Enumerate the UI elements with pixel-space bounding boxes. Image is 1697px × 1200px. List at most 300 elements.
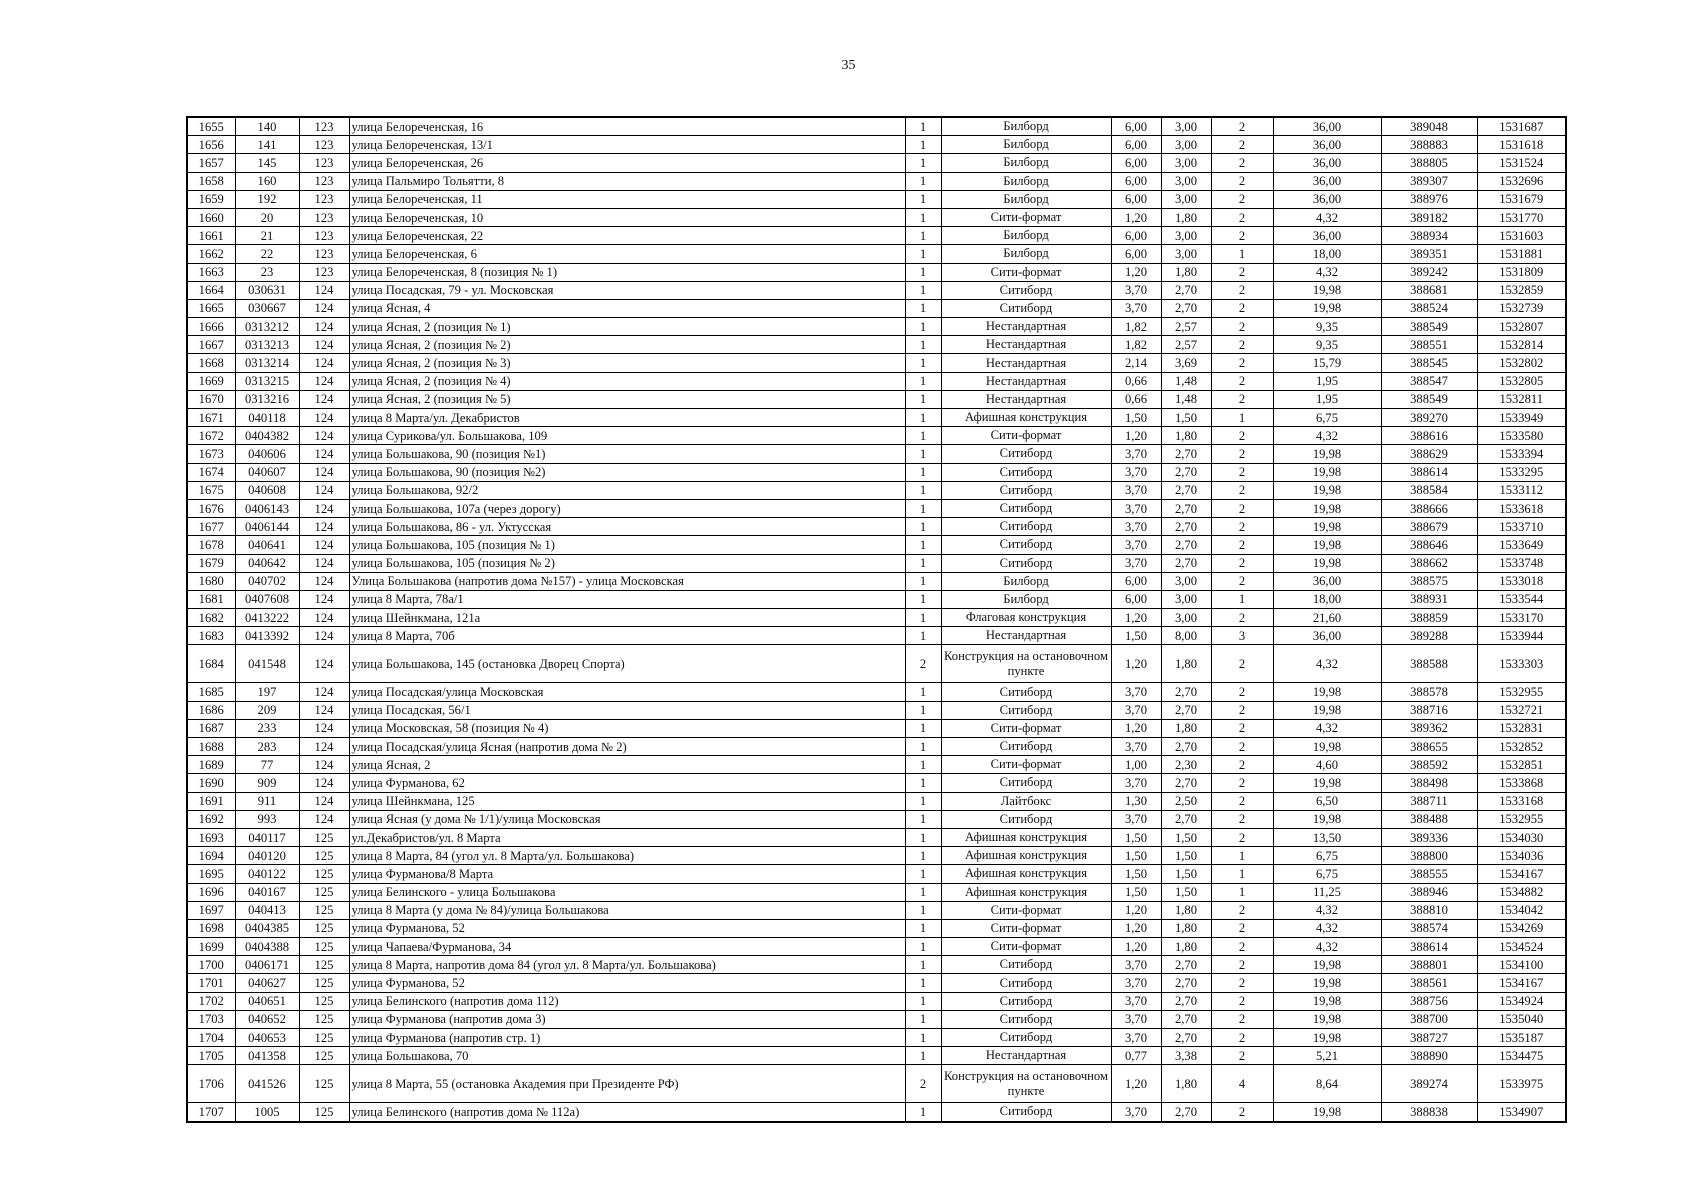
cell-address: улица Белинского (напротив дома 112)	[349, 992, 905, 1010]
cell-structure-type: Ситиборд	[941, 463, 1111, 481]
cell-structure-code: 0413222	[235, 609, 299, 627]
cell-coord-y: 1534882	[1477, 883, 1566, 901]
cell-area: 8,64	[1273, 1065, 1381, 1103]
cell-coord-x: 388549	[1381, 390, 1477, 408]
cell-district-code: 124	[299, 390, 349, 408]
table-row	[187, 701, 1566, 719]
cell-structure-type: Билборд	[941, 590, 1111, 608]
cell-sides-count: 2	[1211, 828, 1273, 846]
cell-structure-type: Сити-формат	[941, 719, 1111, 737]
cell-sides-type: 1	[905, 919, 941, 937]
cell-structure-code: 141	[235, 136, 299, 154]
cell-address: улица Шейнкмана, 125	[349, 792, 905, 810]
cell-width: 3,70	[1111, 463, 1161, 481]
cell-width: 3,70	[1111, 554, 1161, 572]
cell-structure-code: 1005	[235, 1103, 299, 1122]
cell-area: 19,98	[1273, 445, 1381, 463]
cell-sides-type: 1	[905, 774, 941, 792]
cell-coord-y: 1532807	[1477, 318, 1566, 336]
cell-structure-type: Ситиборд	[941, 518, 1111, 536]
cell-address: улица Большакова, 86 - ул. Уктусская	[349, 518, 905, 536]
cell-structure-code: 041526	[235, 1065, 299, 1103]
cell-sides-count: 2	[1211, 117, 1273, 136]
cell-coord-x: 388711	[1381, 792, 1477, 810]
cell-sides-count: 2	[1211, 390, 1273, 408]
cell-sides-type: 1	[905, 299, 941, 317]
cell-structure-type: Ситиборд	[941, 481, 1111, 499]
cell-row-number: 1692	[187, 810, 235, 828]
cell-structure-type: Нестандартная	[941, 390, 1111, 408]
cell-width: 6,00	[1111, 117, 1161, 136]
table-row	[187, 208, 1566, 226]
cell-row-number: 1701	[187, 974, 235, 992]
cell-address: ул.Декабристов/ул. 8 Марта	[349, 828, 905, 846]
cell-coord-y: 1532859	[1477, 281, 1566, 299]
cell-sides-count: 2	[1211, 299, 1273, 317]
cell-sides-count: 2	[1211, 372, 1273, 390]
cell-coord-x: 388575	[1381, 572, 1477, 590]
cell-sides-type: 1	[905, 172, 941, 190]
cell-structure-code: 21	[235, 227, 299, 245]
cell-height: 1,80	[1161, 938, 1211, 956]
cell-sides-type: 1	[905, 245, 941, 263]
cell-sides-count: 2	[1211, 645, 1273, 683]
cell-row-number: 1699	[187, 938, 235, 956]
cell-address: улица Ясная, 2 (позиция № 4)	[349, 372, 905, 390]
cell-row-number: 1681	[187, 590, 235, 608]
cell-address: улица Ясная, 4	[349, 299, 905, 317]
cell-district-code: 125	[299, 865, 349, 883]
cell-structure-code: 0313213	[235, 336, 299, 354]
cell-sides-type: 1	[905, 756, 941, 774]
cell-sides-count: 2	[1211, 992, 1273, 1010]
cell-sides-count: 2	[1211, 938, 1273, 956]
cell-structure-type: Билборд	[941, 245, 1111, 263]
cell-district-code: 124	[299, 554, 349, 572]
cell-structure-code: 0404385	[235, 919, 299, 937]
table-row	[187, 1065, 1566, 1103]
cell-district-code: 125	[299, 883, 349, 901]
cell-sides-type: 1	[905, 938, 941, 956]
cell-address: улица Большакова, 70	[349, 1047, 905, 1065]
cell-row-number: 1675	[187, 481, 235, 499]
cell-structure-type: Нестандартная	[941, 1047, 1111, 1065]
cell-structure-type: Ситиборд	[941, 1010, 1111, 1028]
cell-coord-y: 1534269	[1477, 919, 1566, 937]
cell-district-code: 124	[299, 463, 349, 481]
cell-width: 1,50	[1111, 883, 1161, 901]
cell-sides-type: 1	[905, 190, 941, 208]
cell-structure-code: 040607	[235, 463, 299, 481]
cell-coord-y: 1534030	[1477, 828, 1566, 846]
cell-structure-code: 040120	[235, 847, 299, 865]
cell-address: Улица Большакова (напротив дома №157) - улица Московская	[349, 572, 905, 590]
table-row	[187, 683, 1566, 701]
cell-coord-y: 1532851	[1477, 756, 1566, 774]
table-row	[187, 883, 1566, 901]
cell-district-code: 124	[299, 354, 349, 372]
cell-address: улица 8 Марта/ул. Декабристов	[349, 409, 905, 427]
cell-row-number: 1696	[187, 883, 235, 901]
cell-area: 19,98	[1273, 463, 1381, 481]
cell-address: улица Ясная, 2	[349, 756, 905, 774]
cell-structure-code: 0313212	[235, 318, 299, 336]
cell-address: улица Посадская/улица Московская	[349, 683, 905, 701]
table-row	[187, 554, 1566, 572]
cell-row-number: 1672	[187, 427, 235, 445]
cell-coord-y: 1533303	[1477, 645, 1566, 683]
cell-width: 3,70	[1111, 701, 1161, 719]
cell-district-code: 123	[299, 172, 349, 190]
table-row	[187, 354, 1566, 372]
cell-coord-y: 1533580	[1477, 427, 1566, 445]
cell-coord-y: 1533112	[1477, 481, 1566, 499]
cell-district-code: 125	[299, 938, 349, 956]
cell-district-code: 124	[299, 427, 349, 445]
cell-height: 2,70	[1161, 445, 1211, 463]
cell-district-code: 125	[299, 847, 349, 865]
cell-sides-count: 2	[1211, 1047, 1273, 1065]
cell-area: 5,21	[1273, 1047, 1381, 1065]
cell-area: 19,98	[1273, 701, 1381, 719]
cell-width: 3,70	[1111, 499, 1161, 517]
cell-area: 36,00	[1273, 117, 1381, 136]
table-row	[187, 645, 1566, 683]
cell-coord-y: 1533975	[1477, 1065, 1566, 1103]
cell-sides-count: 1	[1211, 865, 1273, 883]
cell-address: улица Фурманова (напротив дома 3)	[349, 1010, 905, 1028]
cell-coord-y: 1532739	[1477, 299, 1566, 317]
advertising-structures-table	[186, 116, 1567, 1123]
cell-width: 1,30	[1111, 792, 1161, 810]
cell-row-number: 1664	[187, 281, 235, 299]
cell-area: 19,98	[1273, 1029, 1381, 1047]
table-row	[187, 1029, 1566, 1047]
cell-address: улица Ясная (у дома № 1/1)/улица Московская	[349, 810, 905, 828]
cell-sides-count: 2	[1211, 427, 1273, 445]
cell-coord-y: 1531809	[1477, 263, 1566, 281]
cell-district-code: 123	[299, 245, 349, 263]
cell-coord-x: 388931	[1381, 590, 1477, 608]
cell-structure-type: Конструкция на остановочном пункте	[941, 1065, 1111, 1103]
cell-address: улица Пальмиро Тольятти, 8	[349, 172, 905, 190]
cell-height: 2,70	[1161, 518, 1211, 536]
cell-district-code: 124	[299, 499, 349, 517]
cell-structure-code: 0413392	[235, 627, 299, 645]
cell-area: 19,98	[1273, 299, 1381, 317]
cell-structure-type: Афишная конструкция	[941, 828, 1111, 846]
cell-structure-type: Нестандартная	[941, 354, 1111, 372]
cell-district-code: 125	[299, 1103, 349, 1122]
table-row	[187, 372, 1566, 390]
cell-structure-type: Билборд	[941, 572, 1111, 590]
cell-height: 2,70	[1161, 810, 1211, 828]
cell-sides-count: 2	[1211, 445, 1273, 463]
table-row	[187, 499, 1566, 517]
cell-row-number: 1668	[187, 354, 235, 372]
cell-structure-code: 040606	[235, 445, 299, 463]
cell-coord-x: 388629	[1381, 445, 1477, 463]
cell-height: 3,00	[1161, 609, 1211, 627]
cell-row-number: 1662	[187, 245, 235, 263]
cell-coord-y: 1533018	[1477, 572, 1566, 590]
cell-coord-x: 388588	[1381, 645, 1477, 683]
cell-area: 4,32	[1273, 208, 1381, 226]
cell-area: 19,98	[1273, 281, 1381, 299]
cell-sides-count: 2	[1211, 463, 1273, 481]
cell-sides-count: 1	[1211, 245, 1273, 263]
table-row	[187, 154, 1566, 172]
cell-structure-type: Ситиборд	[941, 299, 1111, 317]
cell-address: улица Белореченская, 10	[349, 208, 905, 226]
cell-structure-type: Флаговая конструкция	[941, 609, 1111, 627]
cell-structure-type: Ситиборд	[941, 701, 1111, 719]
cell-sides-type: 1	[905, 281, 941, 299]
cell-sides-type: 1	[905, 336, 941, 354]
cell-area: 19,98	[1273, 499, 1381, 517]
cell-area: 4,60	[1273, 756, 1381, 774]
cell-address: улица Ясная, 2 (позиция № 1)	[349, 318, 905, 336]
cell-structure-code: 993	[235, 810, 299, 828]
cell-address: улица Белореченская, 26	[349, 154, 905, 172]
cell-row-number: 1666	[187, 318, 235, 336]
cell-area: 19,98	[1273, 810, 1381, 828]
cell-sides-type: 1	[905, 1010, 941, 1028]
table-row	[187, 572, 1566, 590]
cell-address: улица Белореченская, 22	[349, 227, 905, 245]
cell-area: 9,35	[1273, 336, 1381, 354]
cell-coord-y: 1533649	[1477, 536, 1566, 554]
cell-sides-type: 1	[905, 719, 941, 737]
cell-structure-code: 77	[235, 756, 299, 774]
cell-address: улица Белореченская, 6	[349, 245, 905, 263]
cell-width: 6,00	[1111, 136, 1161, 154]
cell-district-code: 124	[299, 701, 349, 719]
cell-area: 19,98	[1273, 481, 1381, 499]
cell-structure-code: 0404388	[235, 938, 299, 956]
cell-sides-type: 1	[905, 683, 941, 701]
cell-sides-type: 1	[905, 481, 941, 499]
cell-structure-type: Ситиборд	[941, 774, 1111, 792]
cell-district-code: 124	[299, 445, 349, 463]
cell-height: 2,70	[1161, 1029, 1211, 1047]
cell-sides-type: 1	[905, 627, 941, 645]
cell-height: 1,80	[1161, 208, 1211, 226]
cell-width: 3,70	[1111, 518, 1161, 536]
cell-address: улица Ясная, 2 (позиция № 2)	[349, 336, 905, 354]
cell-width: 1,82	[1111, 318, 1161, 336]
cell-sides-type: 1	[905, 154, 941, 172]
cell-address: улица Большакова, 90 (позиция №1)	[349, 445, 905, 463]
cell-row-number: 1702	[187, 992, 235, 1010]
cell-structure-code: 040651	[235, 992, 299, 1010]
cell-structure-code: 0313214	[235, 354, 299, 372]
cell-structure-code: 0313216	[235, 390, 299, 408]
cell-structure-code: 160	[235, 172, 299, 190]
cell-width: 1,20	[1111, 645, 1161, 683]
cell-row-number: 1705	[187, 1047, 235, 1065]
table-body	[187, 117, 1566, 1122]
cell-structure-code: 040652	[235, 1010, 299, 1028]
cell-coord-x: 389274	[1381, 1065, 1477, 1103]
cell-district-code: 124	[299, 810, 349, 828]
cell-row-number: 1697	[187, 901, 235, 919]
cell-structure-code: 23	[235, 263, 299, 281]
cell-sides-count: 1	[1211, 409, 1273, 427]
cell-height: 2,70	[1161, 738, 1211, 756]
cell-width: 3,70	[1111, 1029, 1161, 1047]
cell-sides-type: 2	[905, 1065, 941, 1103]
cell-width: 1,20	[1111, 901, 1161, 919]
cell-coord-y: 1532955	[1477, 810, 1566, 828]
cell-width: 3,70	[1111, 738, 1161, 756]
cell-height: 3,00	[1161, 245, 1211, 263]
cell-structure-code: 030667	[235, 299, 299, 317]
cell-height: 2,70	[1161, 1010, 1211, 1028]
table-row	[187, 919, 1566, 937]
cell-address: улица Большакова, 145 (остановка Дворец Спорта)	[349, 645, 905, 683]
cell-structure-code: 0406143	[235, 499, 299, 517]
cell-address: улица Белинского (напротив дома № 112а)	[349, 1103, 905, 1122]
cell-district-code: 124	[299, 590, 349, 608]
cell-structure-code: 0406171	[235, 956, 299, 974]
cell-row-number: 1688	[187, 738, 235, 756]
table-row	[187, 299, 1566, 317]
cell-district-code: 124	[299, 536, 349, 554]
cell-sides-type: 1	[905, 518, 941, 536]
cell-structure-type: Нестандартная	[941, 336, 1111, 354]
cell-height: 8,00	[1161, 627, 1211, 645]
cell-address: улица Фурманова, 52	[349, 974, 905, 992]
cell-coord-y: 1533544	[1477, 590, 1566, 608]
cell-sides-count: 2	[1211, 609, 1273, 627]
cell-coord-y: 1535187	[1477, 1029, 1566, 1047]
cell-height: 2,70	[1161, 683, 1211, 701]
cell-sides-type: 1	[905, 227, 941, 245]
cell-sides-type: 1	[905, 1103, 941, 1122]
cell-sides-type: 1	[905, 409, 941, 427]
cell-sides-type: 2	[905, 645, 941, 683]
cell-row-number: 1671	[187, 409, 235, 427]
cell-sides-type: 1	[905, 738, 941, 756]
cell-area: 1,95	[1273, 390, 1381, 408]
cell-sides-type: 1	[905, 992, 941, 1010]
cell-address: улица 8 Марта, 70б	[349, 627, 905, 645]
cell-height: 1,50	[1161, 409, 1211, 427]
cell-structure-code: 0404382	[235, 427, 299, 445]
cell-height: 1,80	[1161, 645, 1211, 683]
cell-structure-type: Ситиборд	[941, 445, 1111, 463]
cell-area: 4,32	[1273, 427, 1381, 445]
cell-sides-count: 2	[1211, 190, 1273, 208]
table-row	[187, 719, 1566, 737]
cell-height: 2,57	[1161, 336, 1211, 354]
cell-area: 4,32	[1273, 263, 1381, 281]
cell-address: улица Большакова, 107а (через дорогу)	[349, 499, 905, 517]
cell-sides-count: 2	[1211, 336, 1273, 354]
cell-row-number: 1698	[187, 919, 235, 937]
cell-area: 19,98	[1273, 956, 1381, 974]
cell-sides-count: 2	[1211, 810, 1273, 828]
cell-coord-x: 388666	[1381, 499, 1477, 517]
cell-row-number: 1694	[187, 847, 235, 865]
cell-height: 1,80	[1161, 427, 1211, 445]
cell-area: 19,98	[1273, 974, 1381, 992]
cell-address: улица Белореченская, 13/1	[349, 136, 905, 154]
cell-address: улица 8 Марта (у дома № 84)/улица Большакова	[349, 901, 905, 919]
cell-row-number: 1678	[187, 536, 235, 554]
cell-sides-count: 4	[1211, 1065, 1273, 1103]
cell-coord-x: 388716	[1381, 701, 1477, 719]
cell-height: 2,70	[1161, 481, 1211, 499]
table-row	[187, 810, 1566, 828]
cell-sides-count: 2	[1211, 1029, 1273, 1047]
cell-structure-type: Нестандартная	[941, 372, 1111, 390]
cell-district-code: 124	[299, 738, 349, 756]
cell-height: 1,48	[1161, 372, 1211, 390]
cell-row-number: 1676	[187, 499, 235, 517]
cell-height: 3,00	[1161, 590, 1211, 608]
cell-area: 6,75	[1273, 847, 1381, 865]
cell-row-number: 1667	[187, 336, 235, 354]
cell-coord-y: 1533868	[1477, 774, 1566, 792]
cell-coord-x: 388681	[1381, 281, 1477, 299]
cell-structure-type: Ситиборд	[941, 738, 1111, 756]
cell-structure-type: Ситиборд	[941, 536, 1111, 554]
cell-structure-code: 040642	[235, 554, 299, 572]
cell-structure-code: 040167	[235, 883, 299, 901]
cell-structure-code: 233	[235, 719, 299, 737]
cell-structure-type: Ситиборд	[941, 956, 1111, 974]
cell-area: 4,32	[1273, 938, 1381, 956]
cell-width: 1,20	[1111, 263, 1161, 281]
cell-district-code: 123	[299, 136, 349, 154]
cell-area: 36,00	[1273, 190, 1381, 208]
table-row	[187, 828, 1566, 846]
table-row	[187, 1047, 1566, 1065]
cell-address: улица Фурманова, 62	[349, 774, 905, 792]
cell-structure-code: 909	[235, 774, 299, 792]
cell-sides-type: 1	[905, 810, 941, 828]
cell-sides-type: 1	[905, 865, 941, 883]
cell-height: 2,70	[1161, 774, 1211, 792]
cell-district-code: 125	[299, 992, 349, 1010]
cell-address: улица Большакова, 90 (позиция №2)	[349, 463, 905, 481]
cell-structure-type: Афишная конструкция	[941, 883, 1111, 901]
cell-sides-count: 1	[1211, 883, 1273, 901]
cell-coord-x: 388946	[1381, 883, 1477, 901]
cell-row-number: 1684	[187, 645, 235, 683]
cell-width: 3,70	[1111, 992, 1161, 1010]
cell-district-code: 124	[299, 572, 349, 590]
cell-width: 3,70	[1111, 299, 1161, 317]
cell-row-number: 1680	[187, 572, 235, 590]
cell-coord-x: 388551	[1381, 336, 1477, 354]
cell-structure-type: Нестандартная	[941, 318, 1111, 336]
cell-district-code: 124	[299, 683, 349, 701]
cell-coord-x: 388756	[1381, 992, 1477, 1010]
cell-coord-y: 1533170	[1477, 609, 1566, 627]
cell-coord-x: 389270	[1381, 409, 1477, 427]
cell-structure-code: 040118	[235, 409, 299, 427]
cell-height: 1,48	[1161, 390, 1211, 408]
cell-sides-type: 1	[905, 974, 941, 992]
cell-structure-code: 197	[235, 683, 299, 701]
cell-district-code: 123	[299, 190, 349, 208]
cell-row-number: 1704	[187, 1029, 235, 1047]
cell-height: 1,80	[1161, 263, 1211, 281]
cell-sides-type: 1	[905, 117, 941, 136]
